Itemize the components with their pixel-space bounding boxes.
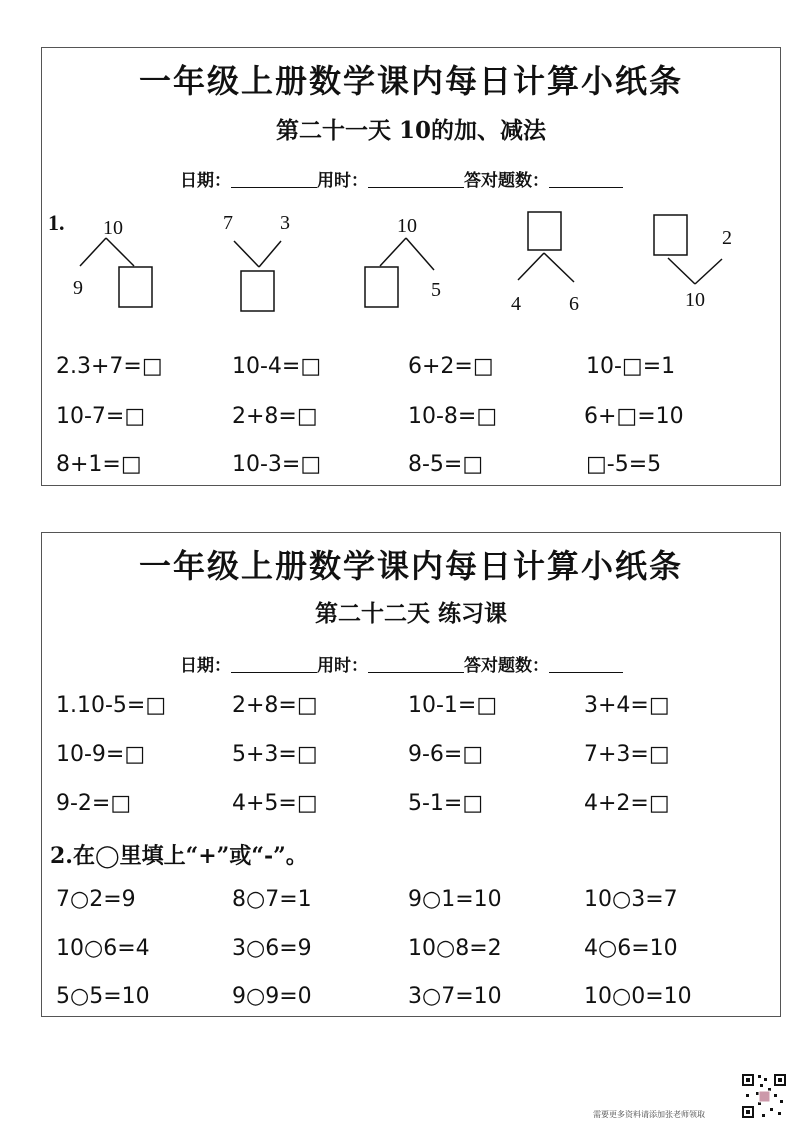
- equation: 6+□=10: [584, 404, 684, 429]
- date-blank[interactable]: [231, 672, 317, 673]
- time-label: 用时：: [317, 656, 368, 676]
- operator-equation: 3○7=10: [408, 984, 502, 1009]
- equation: 5-1=□: [408, 791, 484, 816]
- equation: □-5=5: [586, 452, 662, 477]
- operator-equation: 9○9=0: [232, 984, 312, 1009]
- time-label: 用时：: [317, 171, 368, 191]
- equation: 10-□=1: [586, 354, 676, 379]
- equation: 1.10-5=□: [56, 693, 167, 718]
- operator-equation: 8○7=1: [232, 887, 312, 912]
- bond5-part: 2: [722, 227, 732, 249]
- equation: 10-7=□: [56, 404, 146, 429]
- equation: 8+1=□: [56, 452, 142, 477]
- question-2-instruction: 2.在◯里填上“+”或“-”。: [50, 843, 308, 869]
- equation: 2+8=□: [232, 404, 318, 429]
- info-row: [180, 651, 623, 676]
- equation: 2+8=□: [232, 693, 318, 718]
- operator-equation: 9○1=10: [408, 887, 502, 912]
- bond3-whole: 10: [397, 215, 417, 237]
- operator-equation: 10○3=7: [584, 887, 678, 912]
- equation: 3+4=□: [584, 693, 670, 718]
- worksheet-subtitle: 第二十二天 练习课: [314, 600, 507, 627]
- equation: 8-5=□: [408, 452, 484, 477]
- worksheet-subtitle: 第二十一天 10的加、减法: [275, 117, 546, 144]
- operator-equation: 4○6=10: [584, 936, 678, 961]
- score-blank[interactable]: [549, 672, 623, 673]
- date-label: 日期：: [180, 171, 231, 191]
- equation: 6+2=□: [408, 354, 494, 379]
- bond3-part: 5: [431, 279, 441, 301]
- bond2-part-a: 7: [223, 212, 233, 234]
- operator-equation: 3○6=9: [232, 936, 312, 961]
- bond4-part-b: 6: [569, 293, 579, 315]
- operator-equation: 5○5=10: [56, 984, 150, 1009]
- operator-equation: 10○0=10: [584, 984, 692, 1009]
- operator-equation: 7○2=9: [56, 887, 136, 912]
- worksheet-title: 一年级上册数学课内每日计算小纸条: [138, 547, 683, 585]
- footer-note: 需要更多资料请添加张老师领取: [593, 1110, 705, 1119]
- equation: 10-4=□: [232, 354, 322, 379]
- equation: 7+3=□: [584, 742, 670, 767]
- worksheet-title: 一年级上册数学课内每日计算小纸条: [138, 62, 683, 100]
- equation: 10-1=□: [408, 693, 498, 718]
- bond1-part: 9: [73, 277, 83, 299]
- equation: 9-6=□: [408, 742, 484, 767]
- equation: 10-9=□: [56, 742, 146, 767]
- equation: 2.3+7=□: [56, 354, 163, 379]
- score-label: 答对题数：: [464, 656, 549, 676]
- question-1-label: 1.: [48, 210, 65, 235]
- operator-equation: 10○8=2: [408, 936, 502, 961]
- bond4-part-a: 4: [511, 293, 521, 315]
- worksheet-day-22: [41, 532, 781, 1017]
- time-blank[interactable]: [368, 672, 464, 673]
- equation: 9-2=□: [56, 791, 132, 816]
- equation: 10-3=□: [232, 452, 322, 477]
- number-bond-diagrams: [42, 48, 782, 328]
- bond1-whole: 10: [103, 217, 123, 239]
- equation: 4+2=□: [584, 791, 670, 816]
- bond5-whole: 10: [685, 289, 705, 311]
- date-label: 日期：: [180, 656, 231, 676]
- operator-equation: 10○6=4: [56, 936, 150, 961]
- equation: 5+3=□: [232, 742, 318, 767]
- bond2-part-b: 3: [280, 212, 290, 234]
- equation: 10-8=□: [408, 404, 498, 429]
- worksheet-day-21: [41, 47, 781, 486]
- qr-code-icon: [740, 1072, 788, 1120]
- equation: 4+5=□: [232, 791, 318, 816]
- score-label: 答对题数：: [464, 171, 549, 191]
